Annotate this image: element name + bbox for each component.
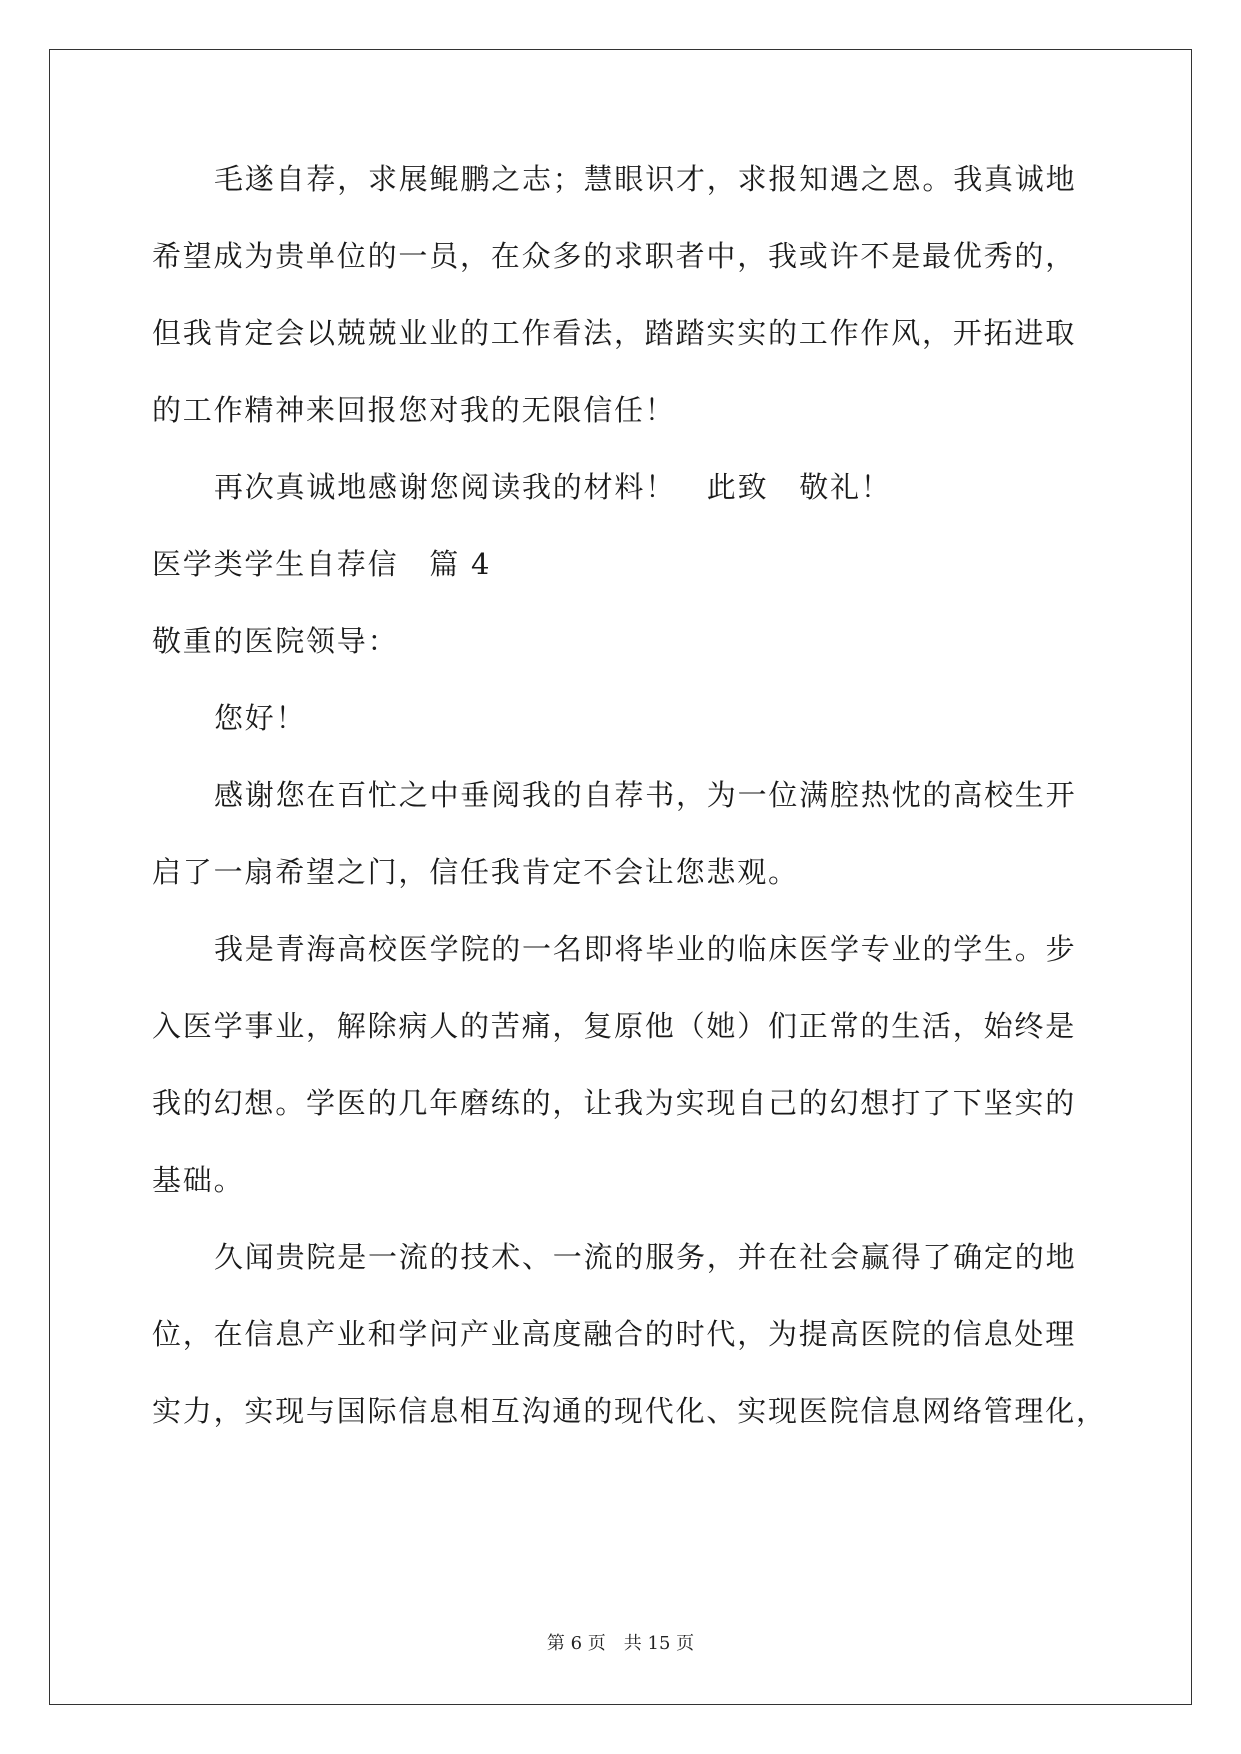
paragraph-line: 入医学事业，解除病人的苦痛，复原他（她）们正常的生活，始终是	[152, 1009, 1077, 1043]
paragraph-line: 我是青海高校医学院的一名即将毕业的临床医学专业的学生。步	[214, 932, 1077, 966]
paragraph-line: 启了一扇希望之门，信任我肯定不会让您悲观。	[152, 855, 799, 889]
paragraph-line: 我的幻想。学医的几年磨练的，让我为实现自己的幻想打了下坚实的	[152, 1086, 1077, 1120]
page-footer	[0, 1632, 1241, 1656]
closing-line: 再次真诚地感谢您阅读我的材料！ 此致 敬礼！	[214, 470, 892, 504]
paragraph-line: 的工作精神来回报您对我的无限信任！	[152, 393, 676, 427]
paragraph-line: 基础。	[152, 1163, 245, 1197]
paragraph-line: 但我肯定会以兢兢业业的工作看法，踏踏实实的工作作风，开拓进取	[152, 316, 1077, 350]
page-number: 第 6 页 共 15 页	[546, 1633, 695, 1654]
paragraph-line: 希望成为贵单位的一员，在众多的求职者中，我或许不是最优秀的，	[152, 239, 1077, 273]
paragraph-line: 感谢您在百忙之中垂阅我的自荐书，为一位满腔热忱的高校生开	[214, 778, 1077, 812]
paragraph-line: 实力，实现与国际信息相互沟通的现代化、实现医院信息网络管理化，	[152, 1394, 1107, 1428]
section-heading: 医学类学生自荐信 篇 4	[152, 547, 492, 581]
salutation: 敬重的医院领导：	[152, 624, 399, 658]
paragraph-line: 位，在信息产业和学问产业高度融合的时代，为提高医院的信息处理	[152, 1317, 1077, 1351]
paragraph-line: 毛遂自荐，求展鲲鹏之志；慧眼识才，求报知遇之恩。我真诚地	[214, 162, 1077, 196]
document-body	[152, 160, 1107, 1469]
greeting: 您好！	[214, 701, 307, 735]
paragraph-line: 久闻贵院是一流的技术、一流的服务，并在社会赢得了确定的地	[214, 1240, 1077, 1274]
